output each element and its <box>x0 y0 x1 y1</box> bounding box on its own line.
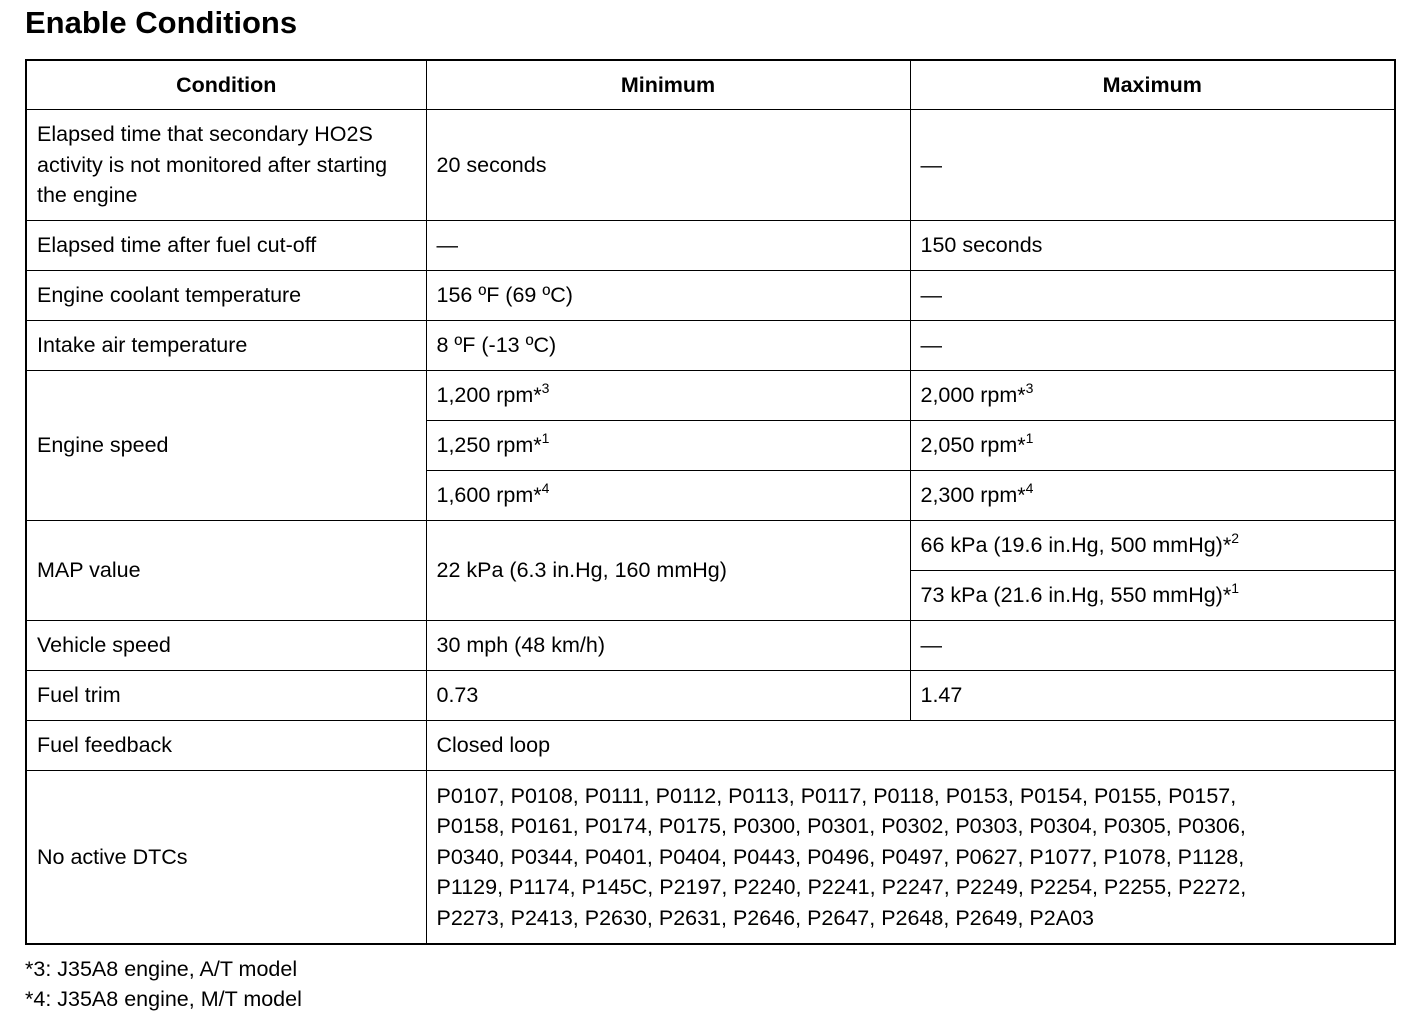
footnote: *3: J35A8 engine, A/T model <box>25 957 298 981</box>
header-maximum: Maximum <box>910 60 1395 110</box>
dtc-line: P0340, P0344, P0401, P0404, P0443, P0496, P0497, P0627, P1077, P1078, P1128, <box>436 844 1245 869</box>
table-row <box>26 671 1395 721</box>
maximum-cell: 1.47 <box>910 671 1395 721</box>
table-row <box>26 771 1395 945</box>
dtc-line: P2273, P2413, P2630, P2631, P2646, P2647, P2648, P2649, P2A03 <box>436 905 1094 930</box>
footnote-ref: 1 <box>1231 580 1239 597</box>
minimum-cell: 1,600 rpm*$^4$ <box>426 471 910 521</box>
condition-cell: Elapsed time that secondary HO2S activity is not monitored after starting the engine <box>26 110 426 221</box>
table-row <box>26 621 1395 671</box>
footnote-ref: 1 <box>1025 430 1034 447</box>
minimum-cell: 22 kPa (6.3 in.Hg, 160 mmHg) <box>426 521 910 621</box>
page-title: Enable Conditions <box>25 5 298 40</box>
table-row <box>26 221 1395 271</box>
footnote-ref: 3 <box>541 380 550 397</box>
condition-cell: MAP value <box>26 521 426 621</box>
condition-cell: Intake air temperature <box>26 321 426 371</box>
maximum-cell: — <box>910 110 1395 221</box>
condition-cell: No active DTCs <box>26 771 426 945</box>
condition-cell: Engine coolant temperature <box>26 271 426 321</box>
maximum-cell: 73 kPa (21.6 in.Hg, 550 mmHg)*$^1$ <box>910 571 1395 621</box>
condition-cell: Engine speed <box>26 371 426 521</box>
table-row <box>26 110 1395 221</box>
maximum-cell: 2,000 rpm*$^3$ <box>910 371 1395 421</box>
value-cell: Closed loop <box>426 721 1395 771</box>
dtc-line: P0107, P0108, P0111, P0112, P0113, P0117, P0118, P0153, P0154, P0155, P0157, <box>436 783 1237 808</box>
minimum-cell: 156 ºF (69 ºC) <box>426 271 910 321</box>
footnote-ref: 4 <box>1025 480 1034 497</box>
condition-cell: Elapsed time after fuel cut-off <box>26 221 426 271</box>
footnote-ref: 1 <box>541 430 550 447</box>
header-condition: Condition <box>26 60 426 110</box>
minimum-cell: 1,200 rpm*$^3$ <box>426 371 910 421</box>
footnote: *4: J35A8 engine, M/T model <box>25 987 302 1011</box>
header-minimum: Minimum <box>426 60 910 110</box>
table-row <box>26 721 1395 771</box>
footnote-ref: 3 <box>1025 380 1034 397</box>
table-row <box>26 521 1395 571</box>
minimum-cell: 1,250 rpm*$^1$ <box>426 421 910 471</box>
footnote-ref: 4 <box>541 480 550 497</box>
dtc-line: P1129, P1174, P145C, P2197, P2240, P2241, P2247, P2249, P2254, P2255, P2272, <box>436 875 1247 900</box>
maximum-cell: 150 seconds <box>910 221 1395 271</box>
minimum-cell: 8 ºF (-13 ºC) <box>426 321 910 371</box>
condition-cell: Fuel feedback <box>26 721 426 771</box>
maximum-cell: — <box>910 621 1395 671</box>
condition-cell: Fuel trim <box>26 671 426 721</box>
table-header-row <box>26 60 1395 110</box>
maximum-cell: 66 kPa (19.6 in.Hg, 500 mmHg)*$^2$ <box>910 521 1395 571</box>
maximum-cell: — <box>910 271 1395 321</box>
table-row <box>26 321 1395 371</box>
minimum-cell: 0.73 <box>426 671 910 721</box>
enable-conditions-table <box>25 59 1396 945</box>
minimum-cell: 20 seconds <box>426 110 910 221</box>
dtc-list-cell <box>426 771 1395 945</box>
maximum-cell: — <box>910 321 1395 371</box>
minimum-cell: 30 mph (48 km/h) <box>426 621 910 671</box>
table-row <box>26 371 1395 421</box>
footnote-ref: 2 <box>1231 530 1239 547</box>
maximum-cell: 2,300 rpm*$^4$ <box>910 471 1395 521</box>
minimum-cell: — <box>426 221 910 271</box>
condition-cell: Vehicle speed <box>26 621 426 671</box>
dtc-line: P0158, P0161, P0174, P0175, P0300, P0301, P0302, P0303, P0304, P0305, P0306, <box>436 814 1246 839</box>
maximum-cell: 2,050 rpm*$^1$ <box>910 421 1395 471</box>
table-row <box>26 271 1395 321</box>
